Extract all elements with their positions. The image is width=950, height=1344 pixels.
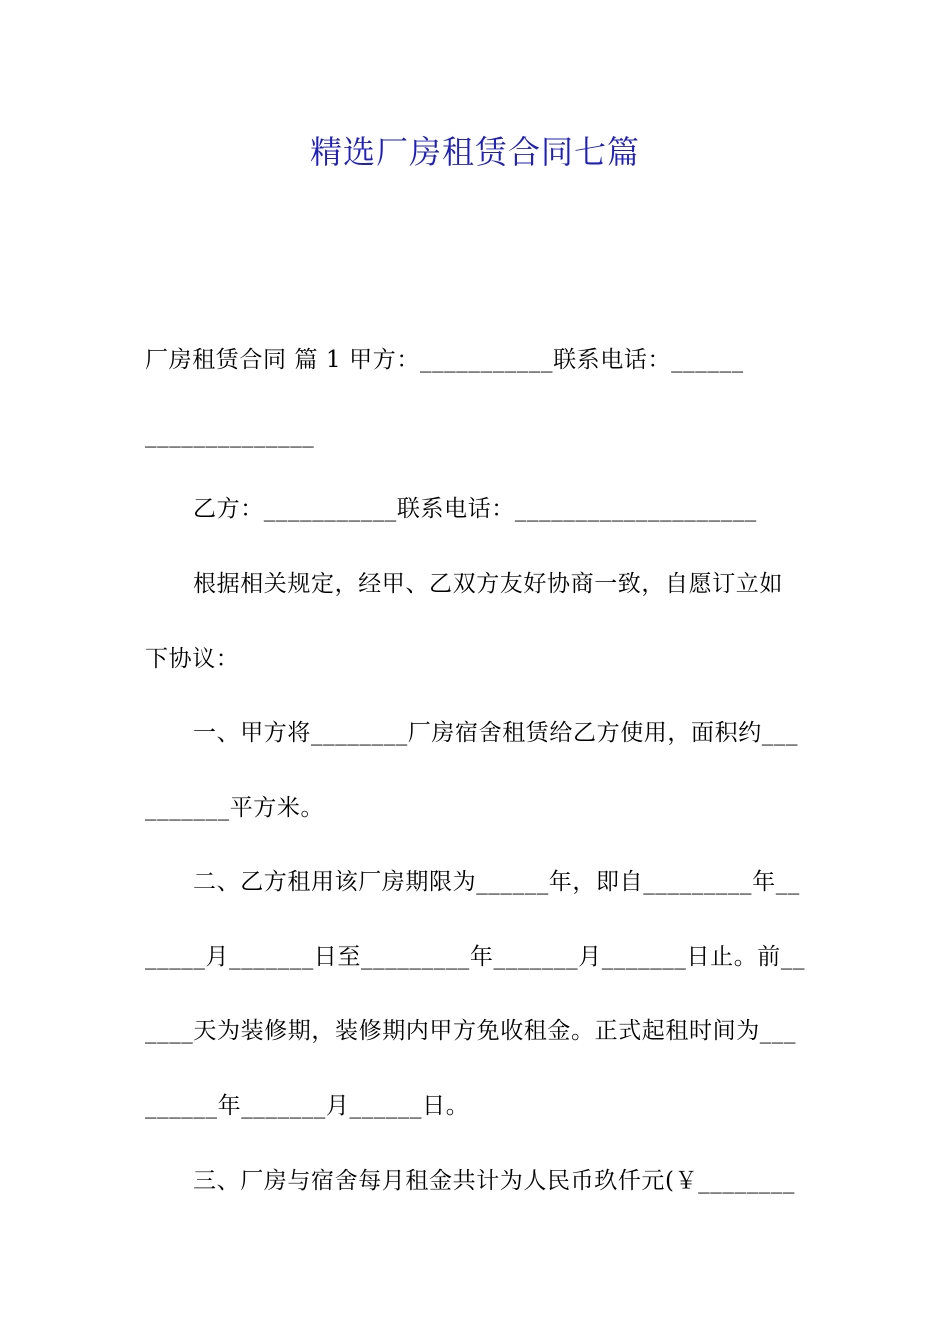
text-line: 一、甲方将________厂房宿舍租赁给乙方使用，面积约___ [193,720,799,746]
text-line: ____天为装修期，装修期内甲方免收租金。正式起租时间为___ [145,1018,797,1044]
text-line: _______平方米。 [145,795,325,821]
text-line: 根据相关规定，经甲、乙双方友好协商一致，自愿订立如 [193,571,783,597]
text-line: 二、乙方租用该厂房期限为______年，即自_________年__ [193,869,800,895]
document-title: 精选厂房租赁合同七篇 [309,133,640,171]
text-line: 下协议： [145,646,240,672]
text-line: 乙方：___________联系电话：____________________ [193,496,757,522]
text-line: ______年_______月______日。 [145,1093,470,1119]
text-line: 厂房租赁合同 篇 1 甲方：___________联系电话：______ [145,347,744,373]
text-line: ______________ [145,422,315,448]
text-line: 三、厂房与宿舍每月租金共计为人民币玖仟元(￥________ [193,1168,795,1194]
text-line: _____月_______日至_________年_______月_______日止。前__ [145,944,806,970]
